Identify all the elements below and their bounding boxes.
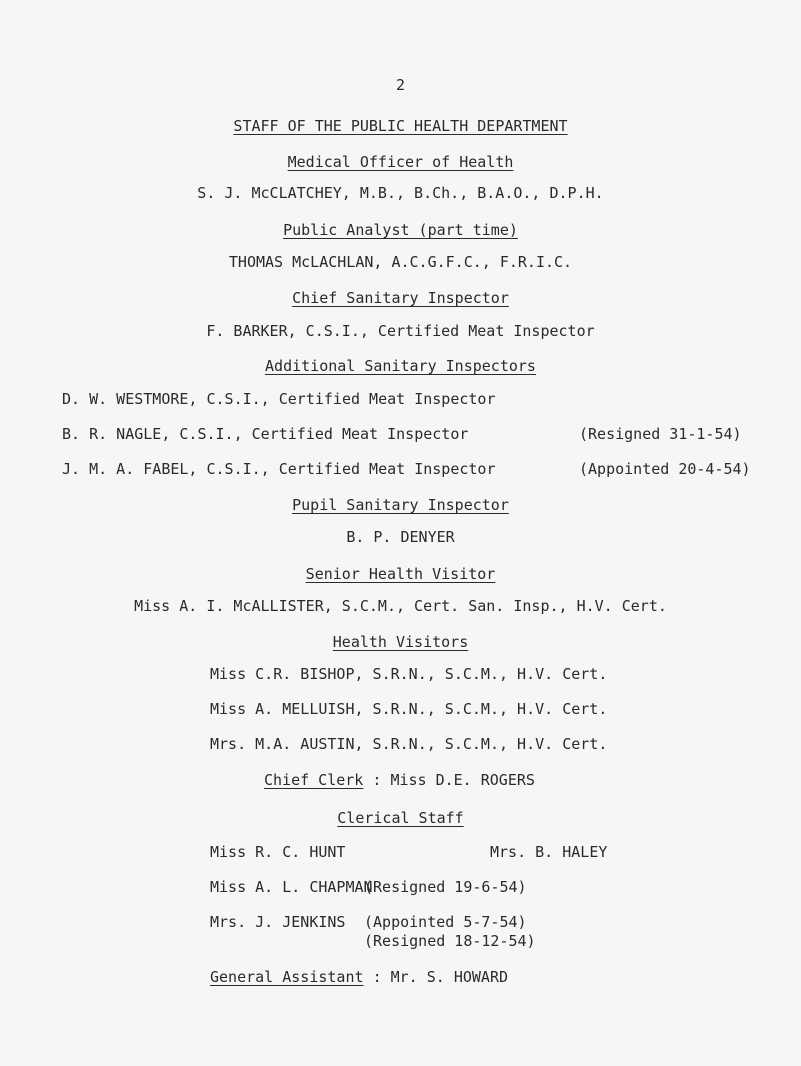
inspector-note: (Appointed 20-4-54) <box>579 460 751 478</box>
inspector-row: B. R. NAGLE, C.S.I., Certified Meat Inspector <box>62 425 469 443</box>
clerical-row: Mrs. B. HALEY <box>490 843 608 861</box>
health-visitor-row: Miss C.R. BISHOP, S.R.N., S.C.M., H.V. Cert. <box>210 665 608 683</box>
chief-clerk-label: Chief Clerk <box>264 771 364 789</box>
clerical-note: (Appointed 5-7-54) <box>364 913 527 931</box>
general-assistant-line <box>210 968 508 986</box>
moh-name: S. J. McCLATCHEY, M.B., B.Ch., B.A.O., D.P.H. <box>197 184 604 202</box>
clerical-row: Mrs. J. JENKINS <box>210 913 346 931</box>
health-visitors-heading: Health Visitors <box>332 633 469 651</box>
moh-heading: Medical Officer of Health <box>287 153 514 171</box>
clerical-note: (Resigned 18-12-54) <box>364 932 536 950</box>
chief-clerk-separator: : <box>372 771 382 789</box>
senior-hv-heading: Senior Health Visitor <box>305 565 496 583</box>
page-title: STAFF OF THE PUBLIC HEALTH DEPARTMENT <box>233 117 568 135</box>
chief-clerk-name: Miss D.E. ROGERS <box>390 771 535 789</box>
general-assistant-name: Mr. S. HOWARD <box>390 968 509 986</box>
pupil-inspector-name: B. P. DENYER <box>346 528 455 546</box>
health-visitor-row: Mrs. M.A. AUSTIN, S.R.N., S.C.M., H.V. Cert. <box>210 735 608 753</box>
clerical-heading: Clerical Staff <box>337 809 464 827</box>
analyst-heading: Public Analyst (part time) <box>283 221 518 239</box>
chief-inspector-name: F. BARKER, C.S.I., Certified Meat Inspector <box>206 322 595 340</box>
clerical-note: (Resigned 19-6-54) <box>364 878 527 896</box>
inspector-row: J. M. A. FABEL, C.S.I., Certified Meat Inspector <box>62 460 496 478</box>
page-number: 2 <box>395 76 406 94</box>
senior-hv-name: Miss A. I. McALLISTER, S.C.M., Cert. San. Insp., H.V. Cert. <box>134 597 667 615</box>
clerical-row: Miss A. L. CHAPMAN <box>210 878 373 896</box>
health-visitor-row: Miss A. MELLUISH, S.R.N., S.C.M., H.V. Cert. <box>210 700 608 718</box>
clerical-row: Miss R. C. HUNT <box>210 843 346 861</box>
pupil-inspector-heading: Pupil Sanitary Inspector <box>292 496 509 514</box>
analyst-name: THOMAS McLACHLAN, A.C.G.F.C., F.R.I.C. <box>228 253 573 271</box>
general-assistant-label: General Assistant <box>210 968 364 986</box>
chief-inspector-heading: Chief Sanitary Inspector <box>292 289 509 307</box>
general-assistant-separator: : <box>372 968 382 986</box>
inspector-note: (Resigned 31-1-54) <box>579 425 742 443</box>
additional-inspectors-heading: Additional Sanitary Inspectors <box>265 357 536 375</box>
chief-clerk-line <box>264 771 535 789</box>
inspector-row: D. W. WESTMORE, C.S.I., Certified Meat Inspector <box>62 390 496 408</box>
